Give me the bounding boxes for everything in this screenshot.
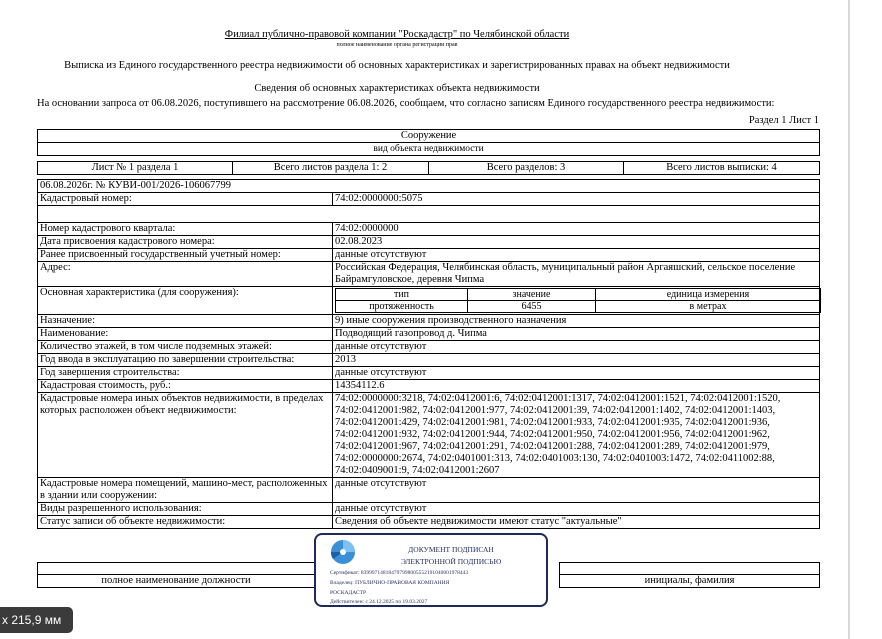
other-objects-line: 74:02:0412001:967, 74:02:0412001:291, 74:02:0412001:288, 74:02:0412001:289, 74:02:0412001:979, [335,441,770,452]
prev-number-label: Ранее присвоенный государственный учетный номер: [38,249,333,262]
roskadastr-logo-icon [330,539,356,565]
main-char-cell [333,287,820,315]
other-objects-line: 74:02:0000000:3218, 74:02:0412001:6, 74:02:0412001:1317, 74:02:0412001:1521, 74:02:0412001:1520, [335,393,781,404]
table-row [38,354,820,367]
char-unit: в метрах [596,301,821,313]
org-name: Филиал публично-правовой компании "Роскадастр" по Челябинской области [224,29,570,40]
stamp-certificate: Сертификат: 839997148184797998005552191040001978443 [330,570,469,576]
sheet-number: Лист № 1 раздела 1 [38,162,233,175]
position-caption: полное наименование должности [38,575,315,588]
year-built-value: данные отсутствуют [333,367,820,380]
name-cell [560,563,820,575]
e-signature-stamp [314,533,548,607]
cost-label: Кадастровая стоимость, руб.: [38,380,333,393]
table-row [38,367,820,380]
basis-text: На основании запроса от 06.08.2026, поступившего на рассмотрение 06.08.2026, сообщаем, что согласно записям Единого государственного реестра недвижимости: [37,98,775,109]
record-table [37,179,820,222]
quarter-label: Номер кадастрового квартала: [38,223,333,236]
other-objects-line: 74:02:0412001:982, 74:02:0412001:977, 74:02:0412001:39, 74:02:0412001:1402, 74:02:0412001:1403, [335,405,776,416]
table-row [38,236,820,249]
floors-label: Количество этажей, в том числе подземных этажей: [38,341,333,354]
stamp-owner: Владелец: ПУБЛИЧНО-ПРАВОВАЯ КОМПАНИЯ [330,580,450,586]
main-char-table [335,288,821,313]
table-row [38,223,820,236]
page-size-tooltip: х 215,9 мм [0,607,73,633]
document-title: Выписка из Единого государственного реестра недвижимости об основных характеристиках и зарегистрированных правах на объект недвижимости [64,60,730,71]
record-number: 06.08.2026г. № КУВИ-001/2026-106067799 [38,180,820,193]
sections-total: Всего разделов: 3 [429,162,624,175]
table-row [38,287,820,315]
stamp-title-2: ЭЛЕКТРОННОЙ ПОДПИСЬЮ [400,557,502,566]
table-row [38,328,820,341]
char-type-header: тип [336,289,468,301]
table-row [38,516,820,529]
purpose-value: 9) иные сооружения производственного назначения [333,315,820,328]
stamp-owner-2: РОСКАДАСТР [330,590,367,596]
object-type-table [37,129,820,156]
premises-value: данные отсутствуют [333,478,820,503]
stamp-validity: Действителен: с 24.12.2025 по 19.03.2027 [330,599,428,605]
other-objects-line: 74:02:0412001:429, 74:02:0412001:981, 74:02:0412001:933, 74:02:0412001:935, 74:02:0412001:936, [335,417,770,428]
table-row [38,341,820,354]
table-row [38,503,820,516]
premises-label: Кадастровые номера помещений, машино-мест, расположенных в здании или сооружении: [38,478,333,503]
position-cell [38,563,315,575]
purpose-label: Назначение: [38,315,333,328]
year-built-label: Год завершения строительства: [38,367,333,380]
year-use-label: Год ввода в эксплуатацию по завершении строительства: [38,354,333,367]
status-value: Сведения об объекте недвижимости имеют статус "актуальные" [333,516,820,529]
char-value-header: значение [468,289,596,301]
name-label: Наименование: [38,328,333,341]
table-row [38,380,820,393]
quarter-value: 74:02:0000000 [333,223,820,236]
cadastral-number-label: Кадастровый номер: [38,193,333,206]
table-row [38,315,820,328]
other-objects-line: 74:02:0412001:932, 74:02:0412001:944, 74:02:0412001:950, 74:02:0412001:956, 74:02:0412001:962, [335,429,770,440]
assign-date-value: 02.08.2023 [333,236,820,249]
org-caption: полное наименование органа регистрации прав [336,42,458,48]
table-row [38,478,820,503]
char-type: протяженность [336,301,468,313]
document-subtitle: Сведения об основных характеристиках объекта недвижимости [254,83,540,94]
sheets-table [37,161,820,175]
other-objects-label: Кадастровые номера иных объектов недвижимости, в пределах которых расположен объект недвижимости: [38,393,333,478]
char-value: 6455 [468,301,596,313]
stamp-title: ДОКУМЕНТ ПОДПИСАН [408,545,494,554]
extract-sheets-total: Всего листов выписки: 4 [624,162,820,175]
characteristics-table [37,222,820,529]
other-objects-line: 74:02:0000000:2674, 74:02:0401001:313, 74:02:0401003:130, 74:02:0401003:1472, 74:02:0411002:88, [335,453,775,464]
status-label: Статус записи об объекте недвижимости: [38,516,333,529]
object-type: Сооружение [38,130,820,143]
cost-value: 14354112.6 [333,380,820,393]
cadastral-number-value: 74:02:0000000:5075 [333,193,820,206]
address-label: Адрес: [38,262,333,287]
other-objects-line: 74:02:0409001:9, 74:02:0412001:2607 [335,465,500,476]
table-row [38,393,820,478]
other-objects-value [333,393,820,478]
assign-date-label: Дата присвоения кадастрового номера: [38,236,333,249]
floors-value: данные отсутствуют [333,341,820,354]
section-sheets-total: Всего листов раздела 1: 2 [233,162,429,175]
prev-number-value: данные отсутствуют [333,249,820,262]
permitted-use-label: Виды разрешенного использования: [38,503,333,516]
object-type-caption: вид объекта недвижимости [38,143,820,156]
address-value: Российская Федерация, Челябинская область, муниципальный район Аргаяшский, сельское поселение Байрамгуловское, деревня Чипма [333,262,820,287]
viewer-margin [850,0,882,639]
table-row [38,249,820,262]
char-unit-header: единица измерения [596,289,821,301]
section-label: Раздел 1 Лист 1 [748,115,819,126]
name-caption: инициалы, фамилия [560,575,820,588]
main-char-label: Основная характеристика (для сооружения): [38,287,333,315]
year-use-value: 2013 [333,354,820,367]
name-value: Подводящий газопровод д. Чипма [333,328,820,341]
table-row [38,262,820,287]
permitted-use-value: данные отсутствуют [333,503,820,516]
